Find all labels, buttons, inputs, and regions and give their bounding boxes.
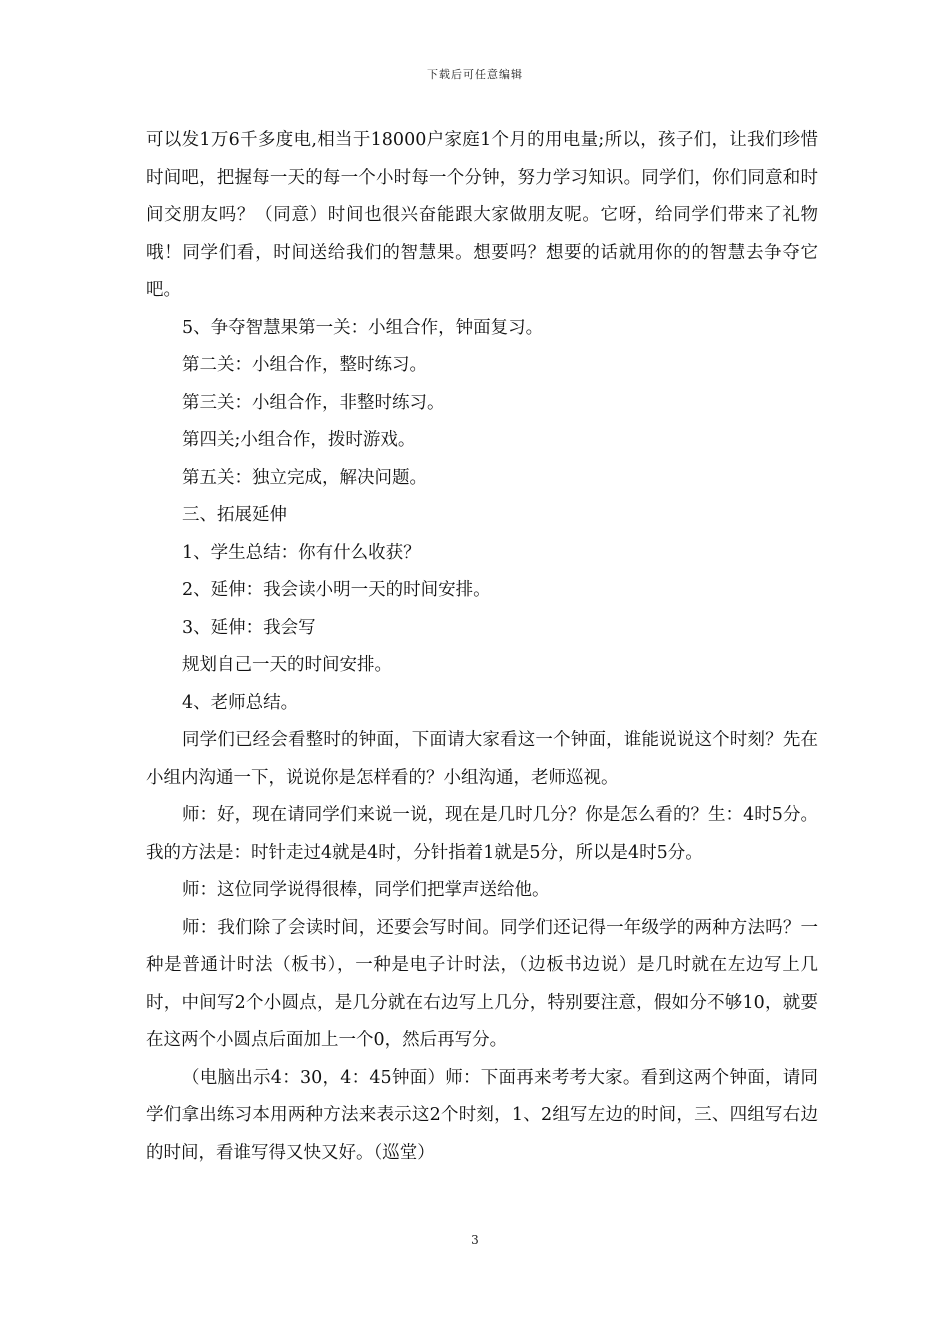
paragraph-4: 第三关：小组合作，非整时练习。	[182, 392, 445, 413]
paragraph-11: 规划自己一天的时间安排。	[182, 655, 392, 675]
paragraph-3: 第二关：小组合作，整时练习。	[182, 355, 427, 375]
paragraph-15: 师：这位同学说得很棒，同学们把掌声送给他。	[182, 880, 550, 900]
paragraph-12: 4、老师总结。	[182, 692, 299, 713]
paragraph-14: 师：好，现在请同学们来说一说，现在是几时几分？你是怎么看的？生：4时5分。我的方法是：时针走过4就是4时，分针指着1就是5分，所以是4时5分。	[146, 805, 818, 863]
paragraph-1: 可以发1万6千多度电,相当于18000户家庭1个月的用电量;所以，孩子们，让我们珍惜时间吧，把握每一天的每一个小时每一个分钟，努力学习知识。同学们，你们同意和时间交朋友吗？（同意）时间也很兴奋能跟大家做朋友呢。它呀，给同学们带来了礼物哦！同学们看，时间送给我们的智慧果。想要吗？想要的话就用你的的智慧去争夺它吧。	[146, 130, 818, 300]
page-header: 下载后可任意编辑	[427, 68, 523, 81]
paragraph-10: 3、延伸：我会写	[182, 617, 316, 638]
paragraph-16: 师：我们除了会读时间，还要会写时间。同学们还记得一年级学的两种方法吗？一种是普通计时法（板书），一种是电子计时法，（边板书边说）是几时就在左边写上几时，中间写2个小圆点，是几分就在右边写上几分，特别要注意，假如分不够10，就要在这两个小圆点后面加上一个0，然后再写分。	[146, 917, 818, 1050]
page-number: 3	[471, 1233, 479, 1247]
paragraph-2: 5、争夺智慧果第一关：小组合作，钟面复习。	[182, 317, 544, 338]
paragraph-17: （电脑出示4：30，4：45钟面）师：下面再来考考大家。看到这两个钟面，请同学们拿出练习本用两种方法来表示这2个时刻，1、2组写左边的时间，三、四组写右边的时间，看谁写得又快又好。（巡堂）	[146, 1067, 818, 1163]
paragraph-6: 第五关：独立完成，解决问题。	[182, 467, 427, 488]
paragraph-8: 1、学生总结：你有什么收获？	[182, 542, 421, 563]
document-body	[146, 122, 818, 1172]
paragraph-5: 第四关;小组合作，拨时游戏。	[182, 430, 416, 450]
paragraph-9: 2、延伸：我会读小明一天的时间安排。	[182, 580, 491, 600]
section-heading: 三、拓展延伸	[182, 505, 287, 525]
paragraph-13: 同学们已经会看整时的钟面，下面请大家看这一个钟面，谁能说说这个时刻？先在小组内沟通一下，说说你是怎样看的？小组沟通，老师巡视。	[146, 730, 818, 788]
